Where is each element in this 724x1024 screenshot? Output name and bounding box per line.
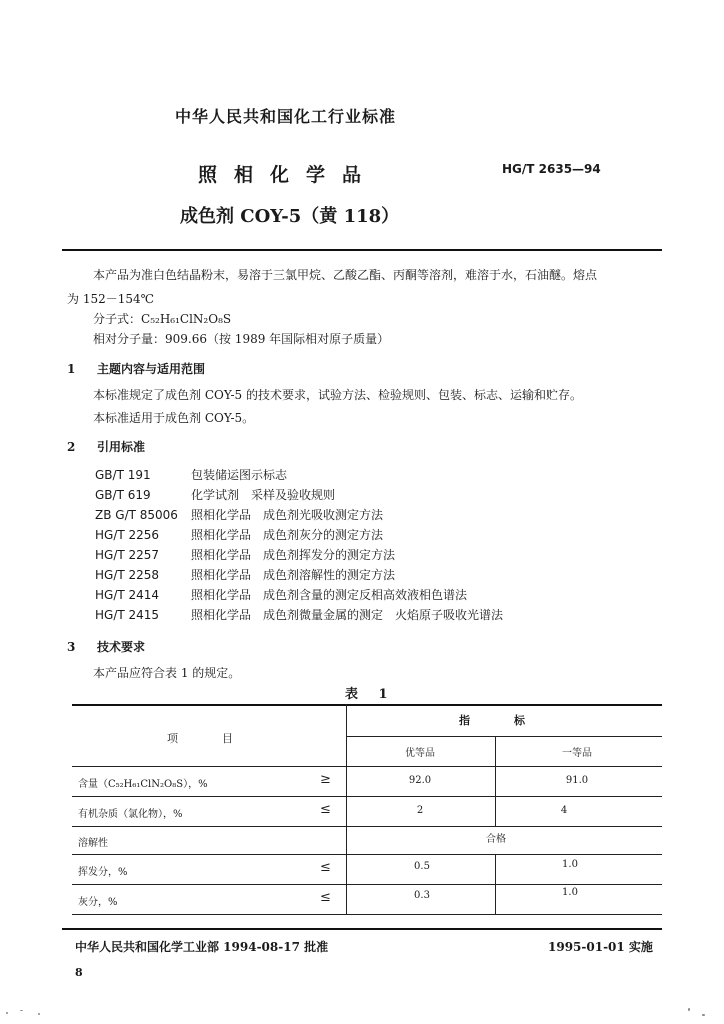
- section-1-title: 主题内容与适用范围: [97, 362, 206, 376]
- reference-title: 照相化学品 成色剂微量金属的测定 火焰原子吸收光谱法: [191, 608, 504, 622]
- table-row-item: 挥发分，%: [78, 867, 128, 878]
- reference-title: 照相化学品 成色剂光吸收测定方法: [191, 508, 384, 522]
- reference-item: [95, 466, 287, 483]
- intro-description-line1: 本产品为准白色结晶粉末，易溶于三氯甲烷、乙酸乙酯、丙酮等溶剂，难溶于水，石油醚。熔点: [93, 268, 598, 282]
- section-3-title: 技术要求: [97, 640, 146, 654]
- table-header-superior: 优等品: [405, 748, 435, 759]
- organization-header: 中华人民共和国化工行业标准: [175, 107, 397, 126]
- reference-code: HG/T 2258: [95, 568, 160, 582]
- page-number: 8: [75, 966, 83, 979]
- section-1-heading: [67, 360, 205, 377]
- table-cell-first: 4: [560, 805, 568, 816]
- implementation-date: 1995-01-01 实施: [548, 940, 653, 954]
- table-col-divider: [495, 736, 496, 826]
- table-header-item: 项 目: [167, 732, 233, 745]
- reference-item: [95, 486, 335, 503]
- reference-title: 化学试剂 采样及验收规则: [191, 488, 336, 502]
- bottom-divider: [62, 928, 662, 930]
- table-header-divider: [346, 736, 662, 737]
- reference-item: [95, 606, 503, 623]
- spec-table: [72, 704, 662, 916]
- table-col-divider: [346, 704, 347, 914]
- reference-item: [95, 546, 395, 563]
- reference-code: ZB G/T 85006: [95, 508, 178, 522]
- table-cell-first: 1.0: [562, 859, 578, 870]
- top-divider: [62, 249, 662, 251]
- reference-title: 照相化学品 成色剂含量的测定反相高效液相色谱法: [191, 588, 468, 602]
- reference-code: HG/T 2415: [95, 608, 160, 622]
- molecular-weight: 相对分子量：909.66（按 1989 年国际相对原子质量）: [93, 332, 390, 346]
- table-row-item: 溶解性: [78, 838, 108, 849]
- section-3-number: 3: [67, 640, 76, 654]
- table-col-divider: [495, 854, 496, 914]
- table-row-divider: [72, 884, 662, 885]
- table-row-symbol: ≤: [320, 802, 331, 817]
- scan-speck: [688, 1008, 690, 1011]
- intro-description-line2: 为 152－154℃: [67, 292, 155, 306]
- table-cell-superior: 92.0: [408, 775, 432, 786]
- section-3-heading: [67, 638, 145, 655]
- table-bottom-border: [72, 914, 662, 915]
- scan-speck: [702, 1014, 705, 1016]
- section-1-number: 1: [67, 362, 76, 376]
- table-row-divider: [72, 854, 662, 855]
- reference-item: [95, 506, 383, 523]
- approval-line: 中华人民共和国化学工业部 1994-08-17 批准: [75, 940, 329, 954]
- table-row-divider: [72, 796, 662, 797]
- reference-title: 照相化学品 成色剂挥发分的测定方法: [191, 548, 396, 562]
- table-header-bottom: [72, 766, 662, 767]
- table-cell-merged: 合格: [486, 834, 506, 845]
- document-subtitle: 成色剂 COY-5（黄 118）: [180, 206, 400, 227]
- scan-speck: [6, 1012, 8, 1014]
- reference-item: [95, 526, 383, 543]
- reference-code: GB/T 619: [95, 488, 151, 502]
- section-1-para1: 本标准规定了成色剂 COY-5 的技术要求，试验方法、检验规则、包装、标志、运输和贮存。: [93, 388, 582, 402]
- reference-item: [95, 586, 467, 603]
- reference-code: HG/T 2257: [95, 548, 160, 562]
- section-2-title: 引用标准: [97, 440, 146, 454]
- reference-item: [95, 566, 395, 583]
- reference-code: HG/T 2256: [95, 528, 160, 542]
- table-row-divider: [72, 826, 662, 827]
- reference-title: 照相化学品 成色剂溶解性的测定方法: [191, 568, 396, 582]
- section-2-number: 2: [67, 440, 76, 454]
- table-row-item: 含量（C₅₂H₆₁ClN₂O₈S），%: [78, 779, 208, 790]
- reference-title: 包装储运图示标志: [191, 468, 288, 482]
- standard-code: HG/T 2635—94: [502, 162, 601, 176]
- section-1-para2: 本标准适用于成色剂 COY-5。: [93, 411, 255, 425]
- scan-speck: [20, 1010, 23, 1011]
- section-3-para1: 本产品应符合表 1 的规定。: [93, 666, 241, 680]
- table-top-border: [72, 704, 662, 706]
- section-2-heading: [67, 438, 145, 455]
- scan-speck: [38, 1013, 40, 1015]
- table-cell-superior: 0.3: [414, 890, 430, 901]
- table-cell-superior: 0.5: [414, 861, 430, 872]
- molecular-formula: [93, 310, 231, 327]
- table-row-symbol: ≤: [320, 890, 331, 905]
- table-cell-superior: 2: [416, 805, 424, 816]
- reference-code: GB/T 191: [95, 468, 151, 482]
- formula-value: C₅₂H₆₁ClN₂O₈S: [141, 312, 232, 326]
- table-row-symbol: ≤: [320, 860, 331, 875]
- table-header-index: 指 标: [459, 714, 525, 727]
- table-caption: 表 1: [345, 687, 396, 702]
- table-row-item: 有机杂质（氯化物），%: [78, 809, 183, 820]
- reference-title: 照相化学品 成色剂灰分的测定方法: [191, 528, 384, 542]
- table-row-symbol: ≥: [320, 772, 331, 787]
- table-header-first: 一等品: [562, 748, 592, 759]
- document-title: 照相化学品: [198, 164, 379, 186]
- table-row-item: 灰分，%: [78, 897, 118, 908]
- formula-label: 分子式：: [93, 312, 142, 326]
- table-cell-first: 1.0: [562, 887, 578, 898]
- reference-code: HG/T 2414: [95, 588, 160, 602]
- table-cell-first: 91.0: [565, 775, 589, 786]
